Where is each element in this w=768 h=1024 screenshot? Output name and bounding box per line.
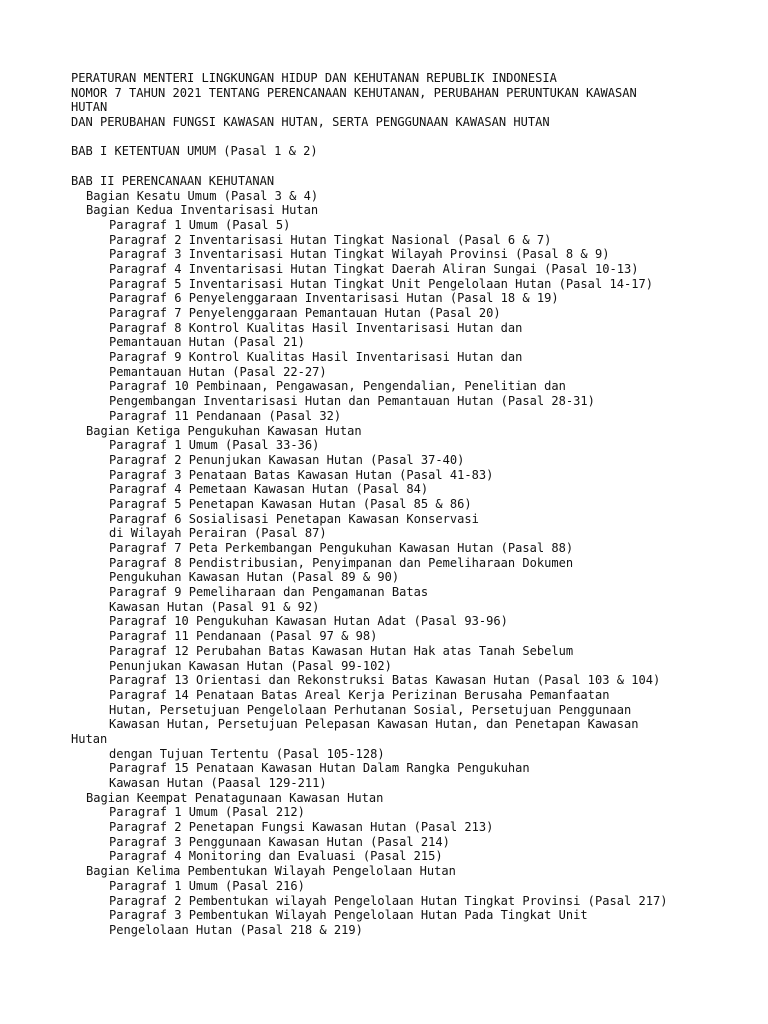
text-line: dengan Tujuan Tertentu (Pasal 105-128) (109, 746, 385, 761)
text-line: Bagian Keempat Penatagunaan Kawasan Hutan (86, 790, 384, 805)
blank-line (71, 159, 731, 174)
text-line: Paragraf 1 Umum (Pasal 5) (109, 217, 291, 232)
text-line: DAN PERUBAHAN FUNGSI KAWASAN HUTAN, SERTA PENGGUNAAN KAWASAN HUTAN (71, 115, 550, 130)
text-line: Paragraf 11 Pendanaan (Pasal 32) (109, 408, 342, 423)
text-line: Paragraf 8 Pendistribusian, Penyimpanan dan Pemeliharaan Dokumen (109, 555, 574, 570)
text-line: Paragraf 5 Inventarisasi Hutan Tingkat Unit Pengelolaan Hutan (Pasal 14-17) (109, 276, 653, 291)
text-line: Paragraf 7 Peta Perkembangan Pengukuhan Kawasan Hutan (Pasal 88) (109, 541, 574, 555)
text-line: Paragraf 3 Inventarisasi Hutan Tingkat Wilayah Provinsi (Pasal 8 & 9) (109, 247, 610, 262)
text-line: Paragraf 1 Umum (Pasal 216) (109, 878, 305, 893)
text-line: Paragraf 13 Orientasi dan Rekonstruksi Batas Kawasan Hutan (Pasal 103 & 104) (109, 673, 661, 688)
text-line: di Wilayah Perairan (Pasal 87) (109, 526, 327, 541)
text-line: Paragraf 7 Penyelenggaraan Pemantauan Hutan (Pasal 20) (109, 306, 501, 320)
text-line: Paragraf 4 Pemetaan Kawasan Hutan (Pasal 84) (109, 482, 429, 497)
text-line: Paragraf 4 Inventarisasi Hutan Tingkat Daerah Aliran Sungai (Pasal 10-13) (109, 261, 639, 276)
text-line: HUTAN (71, 100, 108, 115)
text-line: Paragraf 1 Umum (Pasal 212) (109, 805, 305, 820)
text-line: Pengukuhan Kawasan Hutan (Pasal 89 & 90) (109, 570, 400, 585)
text-line: Paragraf 6 Penyelenggaraan Inventarisasi Hutan (Pasal 18 & 19) (109, 291, 559, 306)
text-line: Kawasan Hutan (Pasal 91 & 92) (109, 599, 320, 614)
text-line: Paragraf 2 Pembentukan wilayah Pengelolaan Hutan Tingkat Provinsi (Pasal 217) (109, 893, 668, 908)
text-line: Paragraf 15 Penataan Kawasan Hutan Dalam Rangka Pengukuhan (109, 761, 530, 776)
text-line: Paragraf 10 Pembinaan, Pengawasan, Pengendalian, Penelitian dan (109, 379, 566, 394)
text-line: Bagian Kedua Inventarisasi Hutan (86, 203, 319, 218)
text-line: Penunjukan Kawasan Hutan (Pasal 99-102) (109, 658, 392, 673)
text-line: Paragraf 1 Umum (Pasal 33-36) (109, 438, 320, 453)
text-line: Pemantauan Hutan (Pasal 21) (109, 335, 305, 350)
text-line: Paragraf 4 Monitoring dan Evaluasi (Pasal 215) (109, 849, 443, 864)
text-line: Paragraf 12 Perubahan Batas Kawasan Hutan Hak atas Tanah Sebelum (109, 643, 574, 658)
text-line: Paragraf 3 Penataan Batas Kawasan Hutan (Pasal 41-83) (109, 467, 494, 482)
text-line: Paragraf 11 Pendanaan (Pasal 97 & 98) (109, 629, 378, 644)
document-body (71, 71, 731, 938)
text-line: Hutan (71, 731, 108, 746)
text-line: BAB II PERENCANAAN KEHUTANAN (71, 173, 275, 188)
text-line: Paragraf 6 Sosialisasi Penetapan Kawasan Konservasi (109, 511, 479, 526)
text-line: Paragraf 3 Pembentukan Wilayah Pengelolaan Hutan Pada Tingkat Unit (109, 908, 588, 923)
text-line: Pemantauan Hutan (Pasal 22-27) (109, 364, 327, 379)
text-line: Bagian Ketiga Pengukuhan Kawasan Hutan (86, 423, 362, 438)
text-line: Kawasan Hutan (Paasal 129-211) (109, 776, 327, 790)
text-line: Paragraf 2 Penetapan Fungsi Kawasan Hutan (Pasal 213) (109, 820, 494, 835)
text-line: Paragraf 9 Pemeliharaan dan Pengamanan Batas (109, 585, 429, 600)
text-line: Paragraf 2 Penunjukan Kawasan Hutan (Pasal 37-40) (109, 452, 465, 467)
text-line: Bagian Kesatu Umum (Pasal 3 & 4) (86, 188, 319, 203)
text-line: PERATURAN MENTERI LINGKUNGAN HIDUP DAN KEHUTANAN REPUBLIK INDONESIA (71, 71, 557, 85)
text-line: Paragraf 5 Penetapan Kawasan Hutan (Pasal 85 & 86) (109, 496, 472, 511)
blank-line (71, 130, 731, 145)
text-line: NOMOR 7 TAHUN 2021 TENTANG PERENCANAAN KEHUTANAN, PERUBAHAN PERUNTUKAN KAWASAN (71, 85, 637, 100)
text-line: BAB I KETENTUAN UMUM (Pasal 1 & 2) (71, 144, 318, 159)
text-line: Paragraf 14 Penataan Batas Areal Kerja Perizinan Berusaha Pemanfaatan (109, 687, 610, 702)
text-line: Bagian Kelima Pembentukan Wilayah Pengelolaan Hutan (86, 864, 456, 879)
text-line: Pengembangan Inventarisasi Hutan dan Pemantauan Hutan (Pasal 28-31) (109, 394, 595, 409)
text-line: Paragraf 10 Pengukuhan Kawasan Hutan Adat (Pasal 93-96) (109, 614, 508, 629)
text-line: Hutan, Persetujuan Pengelolaan Perhutanan Sosial, Persetujuan Penggunaan (109, 702, 632, 717)
text-line: Paragraf 8 Kontrol Kualitas Hasil Inventarisasi Hutan dan (109, 320, 523, 335)
text-line: Paragraf 3 Penggunaan Kawasan Hutan (Pasal 214) (109, 834, 450, 849)
text-line: Paragraf 9 Kontrol Kualitas Hasil Inventarisasi Hutan dan (109, 350, 523, 365)
text-line: Paragraf 2 Inventarisasi Hutan Tingkat Nasional (Pasal 6 & 7) (109, 232, 552, 247)
text-line: Kawasan Hutan, Persetujuan Pelepasan Kawasan Hutan, dan Penetapan Kawasan (109, 717, 639, 732)
text-line: Pengelolaan Hutan (Pasal 218 & 219) (109, 922, 363, 937)
